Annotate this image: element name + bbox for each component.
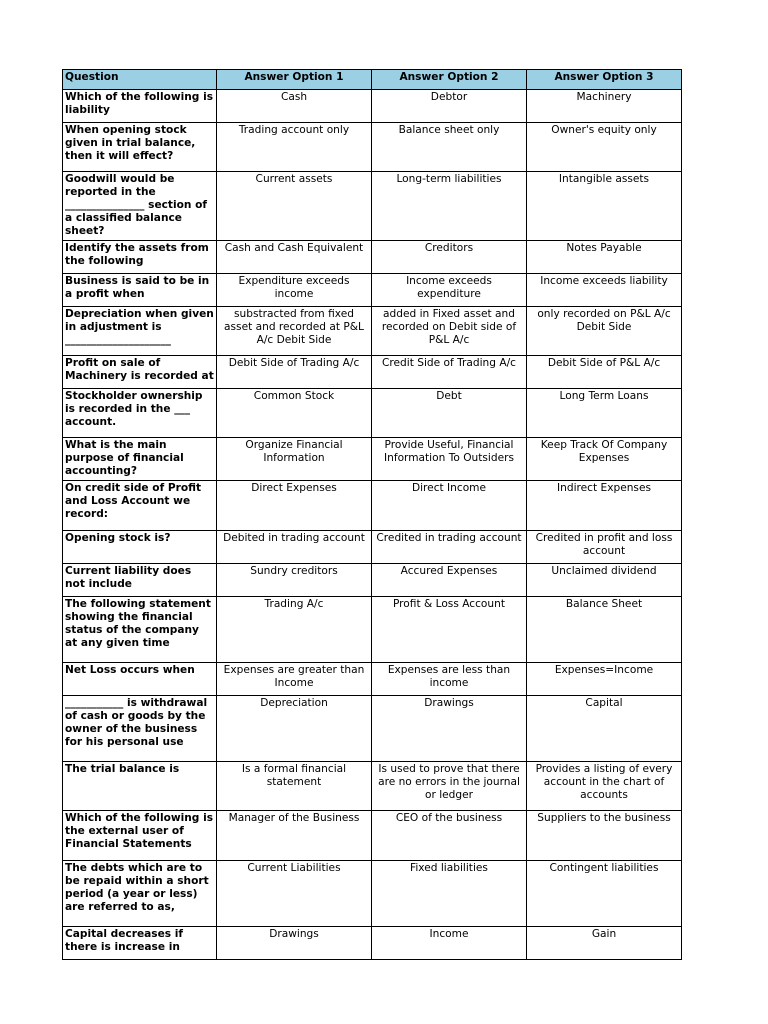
header-option-2: Answer Option 2 [372,70,527,90]
table-row [63,241,682,274]
answer-option-2-cell: Income exceeds expenditure [372,274,527,307]
answer-option-1-cell: Drawings [217,927,372,960]
answer-option-3-cell: Capital [527,696,682,762]
answer-option-3-cell: Indirect Expenses [527,481,682,531]
answer-option-3-cell: Notes Payable [527,241,682,274]
table-row [63,307,682,356]
answer-option-1-cell: Cash and Cash Equivalent [217,241,372,274]
answer-option-1-cell: Current Liabilities [217,861,372,927]
answer-option-2-cell: Credited in trading account [372,531,527,564]
table-row [63,811,682,861]
question-cell: Identify the assets from the following [63,241,217,274]
table-row [63,564,682,597]
question-cell: Goodwill would be reported in the _______________ section of a classified balance sheet? [63,172,217,241]
table-row [63,123,682,172]
header-option-1: Answer Option 1 [217,70,372,90]
answer-option-2-cell: Long-term liabilities [372,172,527,241]
answer-option-1-cell: Cash [217,90,372,123]
question-cell: Which of the following is liability [63,90,217,123]
table-row [63,531,682,564]
answer-option-1-cell: substracted from fixed asset and recorded at P&L A/c Debit Side [217,307,372,356]
answer-option-1-cell: Organize Financial Information [217,438,372,481]
answer-option-3-cell: Suppliers to the business [527,811,682,861]
answer-option-1-cell: Debited in trading account [217,531,372,564]
header-question: Question [63,70,217,90]
answer-option-2-cell: Balance sheet only [372,123,527,172]
question-cell: The following statement showing the financial status of the company at any given time [63,597,217,663]
question-cell: Profit on sale of Machinery is recorded at [63,356,217,389]
answer-option-1-cell: Sundry creditors [217,564,372,597]
table-row [63,90,682,123]
answer-option-1-cell: Trading A/c [217,597,372,663]
answer-option-3-cell: Keep Track Of Company Expenses [527,438,682,481]
answer-option-2-cell: Fixed liabilities [372,861,527,927]
table-row [63,274,682,307]
answer-option-1-cell: Depreciation [217,696,372,762]
table-row [63,481,682,531]
answer-option-2-cell: Debt [372,389,527,438]
answer-option-2-cell: Provide Useful, Financial Information To Outsiders [372,438,527,481]
table-row [63,438,682,481]
answer-option-1-cell: Trading account only [217,123,372,172]
answer-option-3-cell: Credited in profit and loss account [527,531,682,564]
question-cell: On credit side of Profit and Loss Account we record: [63,481,217,531]
answer-option-3-cell: Intangible assets [527,172,682,241]
answer-option-2-cell: Expenses are less than income [372,663,527,696]
answer-option-3-cell: Income exceeds liability [527,274,682,307]
table-row [63,762,682,811]
answer-option-3-cell: only recorded on P&L A/c Debit Side [527,307,682,356]
answer-option-3-cell: Unclaimed dividend [527,564,682,597]
answer-option-3-cell: Debit Side of P&L A/c [527,356,682,389]
answer-option-3-cell: Provides a listing of every account in the chart of accounts [527,762,682,811]
answer-option-3-cell: Machinery [527,90,682,123]
answer-option-1-cell: Manager of the Business [217,811,372,861]
answer-option-2-cell: Accured Expenses [372,564,527,597]
answer-option-3-cell: Long Term Loans [527,389,682,438]
answer-option-2-cell: Income [372,927,527,960]
answer-option-2-cell: Debtor [372,90,527,123]
answer-option-1-cell: Common Stock [217,389,372,438]
header-row [63,70,682,90]
answer-option-1-cell: Is a formal financial statement [217,762,372,811]
question-cell: Which of the following is the external user of Financial Statements [63,811,217,861]
answer-option-3-cell: Balance Sheet [527,597,682,663]
answer-option-2-cell: Is used to prove that there are no errors in the journal or ledger [372,762,527,811]
answer-option-3-cell: Expenses=Income [527,663,682,696]
answer-option-1-cell: Debit Side of Trading A/c [217,356,372,389]
answer-option-2-cell: Direct Income [372,481,527,531]
quiz-table [62,69,682,960]
table-row [63,597,682,663]
table-row [63,389,682,438]
answer-option-3-cell: Owner's equity only [527,123,682,172]
answer-option-3-cell: Gain [527,927,682,960]
answer-option-2-cell: CEO of the business [372,811,527,861]
answer-option-1-cell: Expenditure exceeds income [217,274,372,307]
question-cell: Depreciation when given in adjustment is ____________________ [63,307,217,356]
question-cell: The debts which are to be repaid within a short period (a year or less) are referred to as, [63,861,217,927]
question-cell: Stockholder ownership is recorded in the ___ account. [63,389,217,438]
question-cell: When opening stock given in trial balance, then it will effect? [63,123,217,172]
table-row [63,927,682,960]
question-cell: ___________ is withdrawal of cash or goods by the owner of the business for his personal use [63,696,217,762]
question-cell: Opening stock is? [63,531,217,564]
table-row [63,172,682,241]
question-cell: What is the main purpose of financial accounting? [63,438,217,481]
table-row [63,663,682,696]
table-row [63,861,682,927]
answer-option-3-cell: Contingent liabilities [527,861,682,927]
question-cell: The trial balance is [63,762,217,811]
answer-option-2-cell: Profit & Loss Account [372,597,527,663]
question-cell: Current liability does not include [63,564,217,597]
answer-option-2-cell: Drawings [372,696,527,762]
question-cell: Business is said to be in a profit when [63,274,217,307]
header-option-3: Answer Option 3 [527,70,682,90]
question-cell: Capital decreases if there is increase in [63,927,217,960]
answer-option-1-cell: Current assets [217,172,372,241]
answer-option-2-cell: Creditors [372,241,527,274]
answer-option-1-cell: Expenses are greater than Income [217,663,372,696]
question-cell: Net Loss occurs when [63,663,217,696]
answer-option-1-cell: Direct Expenses [217,481,372,531]
answer-option-2-cell: added in Fixed asset and recorded on Debit side of P&L A/c [372,307,527,356]
table-row [63,356,682,389]
table-row [63,696,682,762]
answer-option-2-cell: Credit Side of Trading A/c [372,356,527,389]
